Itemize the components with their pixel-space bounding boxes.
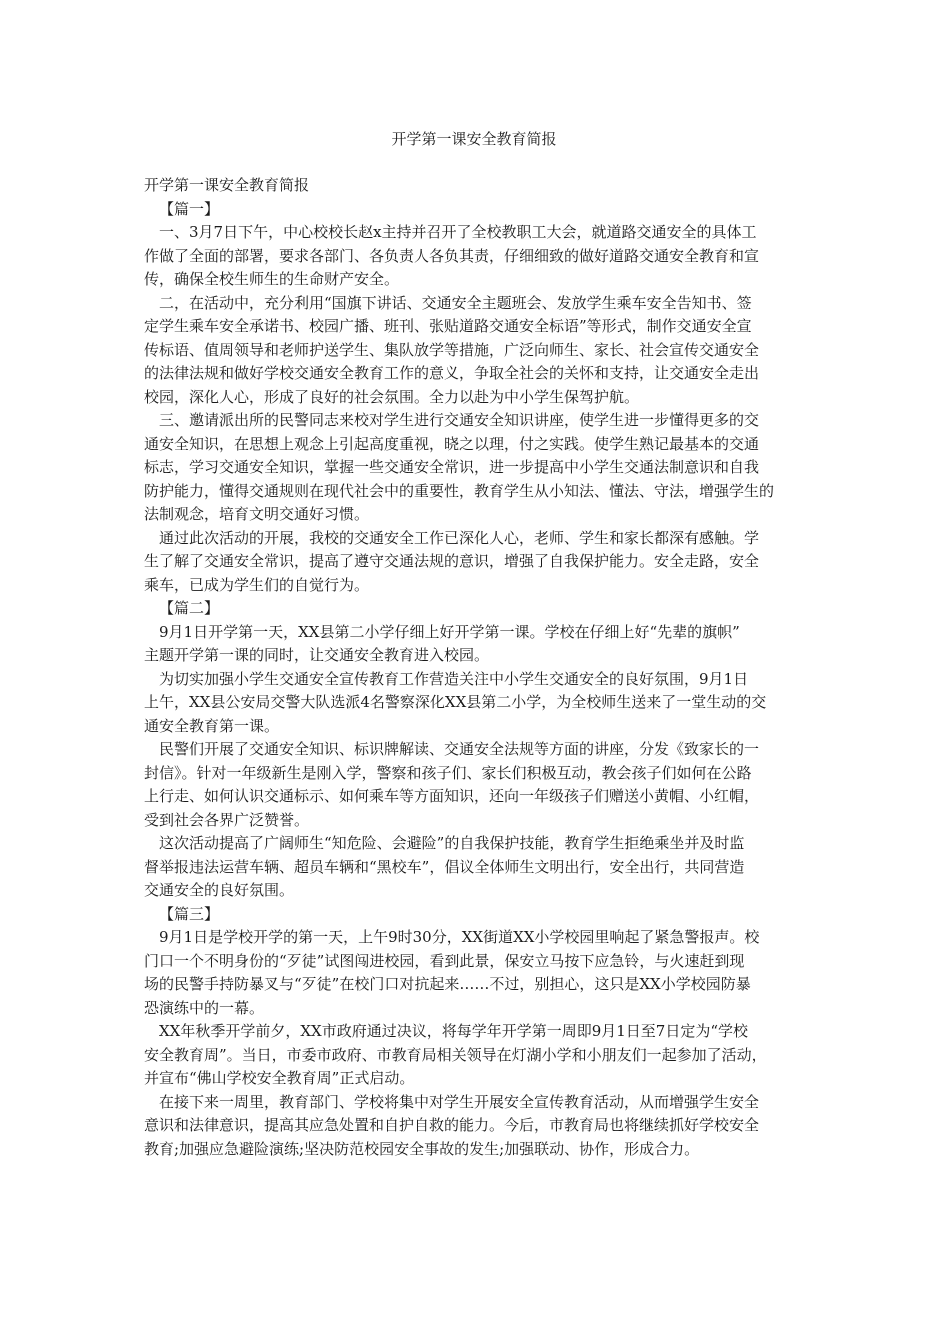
text-line: XX年秋季开学前夕，XX市政府通过决议，将每学年开学第一周即9月1日至7日定为“学校	[159, 1022, 749, 1040]
text-line: 传，确保全校生师生的生命财产安全。	[144, 270, 400, 288]
text-line: 交通安全的良好氛围。	[144, 881, 295, 899]
text-line: 场的民警手持防暴叉与“歹徒”在校门口对抗起来……不过，别担心，这只是XX小学校园防暴	[144, 975, 751, 993]
text-line: 9月1日开学第一天，XX县第二小学仔细上好开学第一课。学校在仔细上好“先辈的旗帜”	[159, 622, 740, 641]
text-line: 的法律法规和做好学校交通安全教育工作的意义，争取全社会的关怀和支持，让交通安全走出	[144, 364, 760, 382]
text-line: 【篇三】	[159, 904, 220, 923]
text-line: 在接下来一周里，教育部门、学校将集中对学生开展安全宣传教育活动，从而增强学生安全	[159, 1092, 760, 1111]
text-line: 安全教育周”。当日，市委市政府、市教育局相关领导在灯湖小学和小朋友们一起参加了活动，	[144, 1045, 767, 1064]
text-line: 并宣布“佛山学校安全教育周”正式启动。	[144, 1069, 415, 1087]
text-line: 通过此次活动的开展，我校的交通安全工作已深化人心，老师、学生和家长都深有感触。学	[159, 528, 760, 547]
text-line: 通安全教育第一课。	[144, 716, 280, 735]
text-line: 这次活动提高了广阔师生“知危险、会避险”的自我保护技能，教育学生拒绝乘坐并及时监	[159, 834, 745, 852]
text-line: 防护能力，懂得交通规则在现代社会中的重要性，教育学生从小知法、懂法、守法，增强学生的	[144, 481, 775, 500]
text-line: 恐演练中的一幕。	[144, 998, 265, 1017]
text-line: 定学生乘车安全承诺书、校园广播、班刊、张贴道路交通安全标语”等形式，制作交通安全宣	[144, 317, 752, 335]
text-line: 受到社会各界广泛赞誉。	[144, 810, 310, 829]
text-line: 上行走、如何认识交通标示、如何乘车等方面知识，还向一年级孩子们赠送小黄帽、小红帽，	[144, 787, 760, 805]
text-line: 三、邀请派出所的民警同志来校对学生进行交通安全知识讲座，使学生进一步懂得更多的交	[159, 411, 760, 429]
text-line: 法制观念，培育文明交通好习惯。	[144, 505, 370, 523]
text-line: 生了解了交通安全常识，提高了遵守交通法规的意识，增强了自我保护能力。安全走路，安全	[144, 552, 760, 570]
text-line: 开学第一课安全教育简报	[144, 176, 310, 194]
text-line: 教育;加强应急避险演练;坚决防范校园安全事故的发生;加强联动、协作，形成合力。	[144, 1139, 700, 1158]
text-line: 二，在活动中，充分利用“国旗下讲话、交通安全主题班会、发放学生乘车安全告知书、签	[159, 293, 752, 312]
text-line: 主题开学第一课的同时，让交通安全教育进入校园。	[144, 646, 490, 664]
text-line: 为切实加强小学生交通安全宣传教育工作营造关注中小学生交通安全的良好氛围，9月1日	[159, 669, 749, 688]
text-line: 意识和法律意识，提高其应急处置和自护自救的能力。今后，市教育局也将继续抓好学校安全	[144, 1116, 760, 1134]
document-body	[144, 174, 804, 1161]
text-line: 上午，XX县公安局交警大队选派4名警察深化XX县第二小学，为全校师生送来了一堂生动的交	[144, 693, 767, 711]
text-line: 作做了全面的部署，要求各部门、各负责人各负其责，仔细细致的做好道路交通安全教育和宣	[144, 246, 760, 265]
text-line: 传标语、值周领导和老师护送学生、集队放学等措施，广泛向师生、家长、社会宣传交通安全	[144, 340, 760, 359]
text-line: 标志，学习交通安全知识，掌握一些交通安全常识，进一步提高中小学生交通法制意识和自我	[144, 458, 760, 476]
text-line: 乘车，已成为学生们的自觉行为。	[144, 575, 370, 594]
text-line: 门口一个不明身份的“歹徒”试图闯进校园，看到此景，保安立马按下应急铃，与火速赶到现	[144, 951, 745, 970]
document-title: 开学第一课安全教育简报	[391, 130, 557, 148]
text-line: 通安全知识，在思想上观念上引起高度重视，晓之以理，付之实践。使学生熟记最基本的交通	[144, 434, 760, 453]
text-line: 民警们开展了交通安全知识、标识牌解读、交通安全法规等方面的讲座，分发《致家长的一	[159, 740, 760, 758]
text-line: 【篇一】	[159, 199, 220, 218]
text-line: 一、3月7日下午，中心校校长赵x主持并召开了全校教职工大会，就道路交通安全的具体工	[159, 223, 757, 241]
text-line: 9月1日是学校开学的第一天，上午9时30分，XX街道XX小学校园里响起了紧急警报声。校	[159, 928, 760, 946]
text-line: 督举报违法运营车辆、超员车辆和“黑校车”，倡议全体师生文明出行，安全出行，共同营造	[144, 857, 745, 876]
text-line: 封信》。针对一年级新生是刚入学，警察和孩子们、家长们积极互动，教会孩子们如何在公路	[144, 763, 752, 782]
text-line: 【篇二】	[159, 599, 220, 617]
text-line: 校园，深化人心，形成了良好的社会氛围。全力以赴为中小学生保驾护航。	[144, 387, 640, 406]
